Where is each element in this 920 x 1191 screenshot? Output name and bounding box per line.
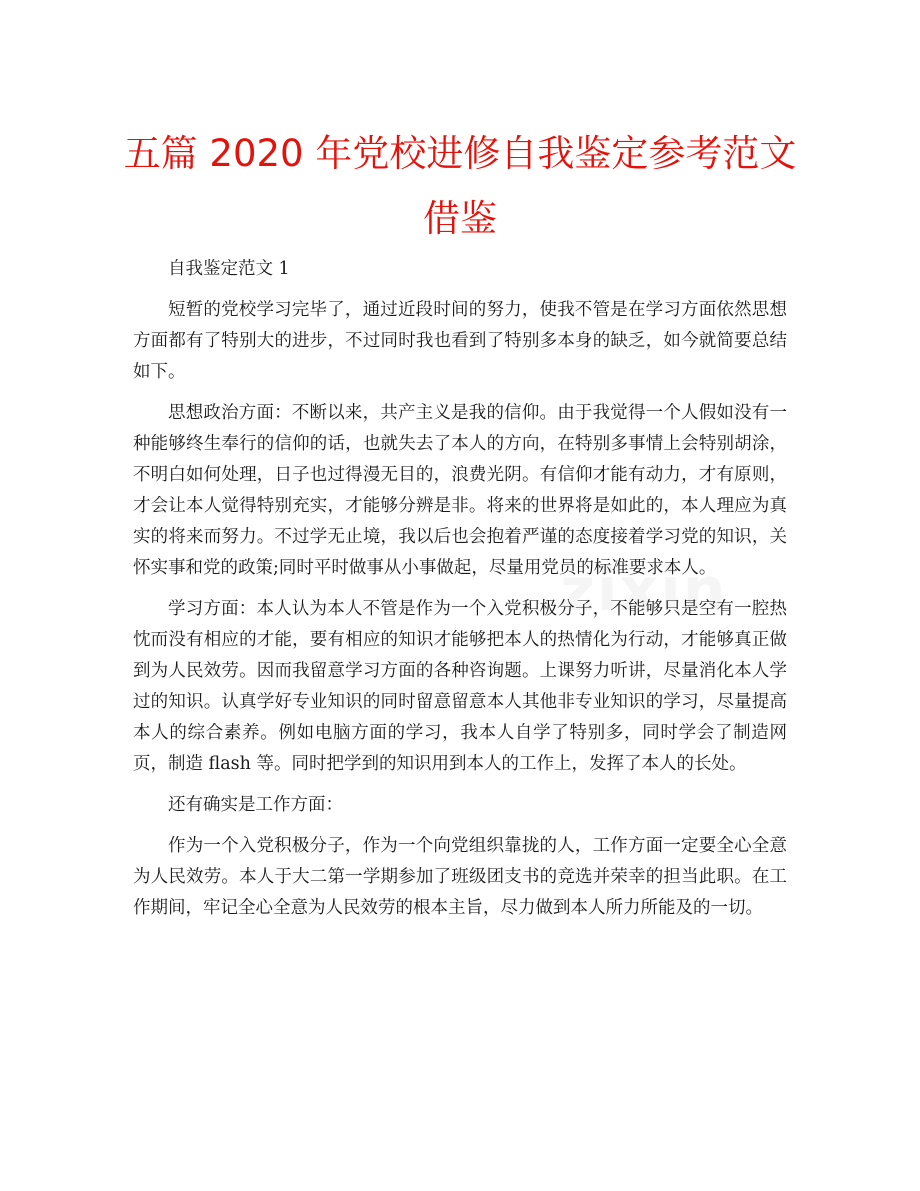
watermark: zixin — [560, 555, 728, 625]
document-title-line-2: 借鉴 — [423, 197, 497, 240]
paragraph: 还有确实是工作方面： — [168, 795, 343, 815]
paragraph: 作为一个入党积极分子，作为一个向党组织靠拢的人，工作方面一定要全心全意为人民效劳。本人于大二第一学期参加了班级团支书的竞选并荣幸的担当此职。在工作期间，牢记全心全意为人民效劳的根本主旨，尽力做到本人所力所能及的一切。 — [133, 836, 787, 918]
document-title-line-1: 五篇 2020 年党校进修自我鉴定参考范文 — [123, 132, 797, 175]
paragraph: 思想政治方面：不断以来，共产主义是我的信仰。由于我觉得一个人假如没有一种能够终生奉行的信仰的话，也就失去了本人的方向，在特别多事情上会特别胡涂，不明白如何处理，日子也过得漫无目的，浪费光阴。有信仰才能有动力，才有原则，才会让本人觉得特别充实，才能够分辨是非。将来的世界将是如此的，本人理应为真实的将来而努力。不过学无止境，我以后也会抱着严谨的态度接着学习党的知识，关怀实事和党的政策;同时平时做事从小事做起，尽量用党员的标准要求本人。 — [133, 403, 787, 578]
paragraph: 学习方面：本人认为本人不管是作为一个入党积极分子，不能够只是空有一腔热忱而没有相应的才能，要有相应的知识才能够把本人的热情化为行动，才能够真正做到为人民效劳。因而我留意学习方面的各种咨询题。上课努力听讲，尽量消化本人学过的知识。认真学好专业知识的同时留意留意本人其他非专业知识的学习，尽量提高本人的综合素养。例如电脑方面的学习，我本人自学了特别多，同时学会了制造网页，制造 flash 等。同时把学到的知识用到本人的工作上，发挥了本人的长处。 — [133, 599, 787, 774]
document-body — [133, 254, 787, 934]
paragraph: 短暂的党校学习完毕了，通过近段时间的努力，使我不管是在学习方面依然思想方面都有了特别大的进步，不过同时我也看到了特别多本身的缺乏，如今就简要总结如下。 — [133, 300, 787, 382]
paragraph-heading: 自我鉴定范文 1 — [168, 259, 290, 279]
